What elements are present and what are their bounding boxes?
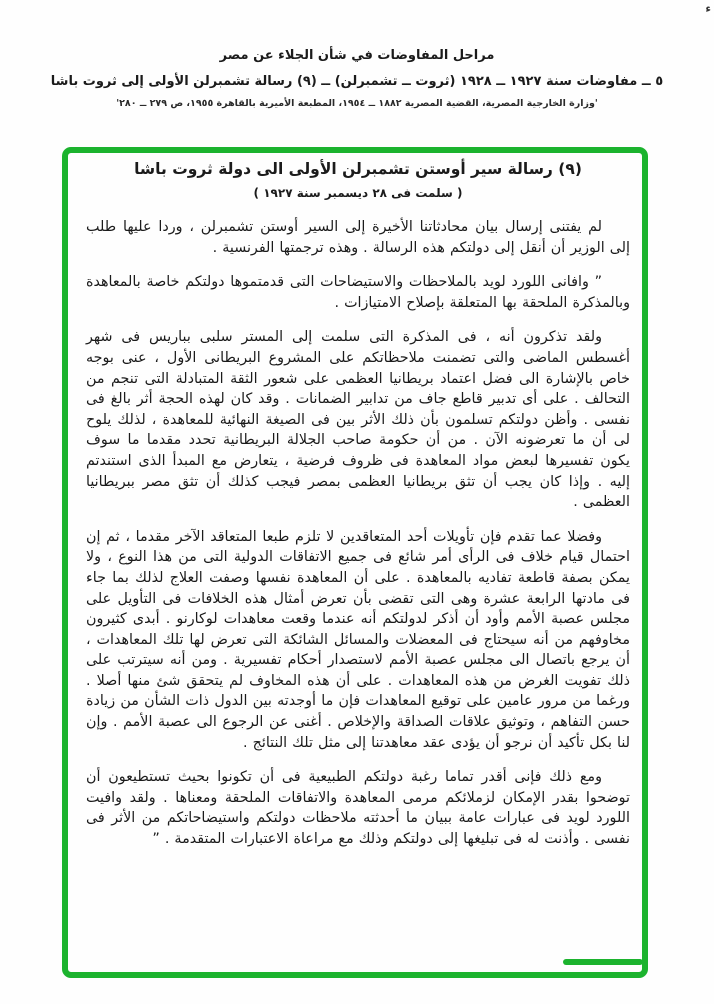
letter-paragraph: ولقد تذكرون أنه ، فى المذكرة التى سلمت إلى المستر سلبى بباريس فى شهر أغسطس الماضى والتى تضمنت ملاحظاتكم على المشروع البريطانى الأول ، عنى بوجه خاص بالإشارة الى فضل اعتماد بريطانيا العظمى على شعور الثقة المتبادلة التى تنجم من التحالف . على أى تدبير قاطع جاف من تدابير الضمانات . وقد كان لهذه الحجة أثر بالغ فى نفسى . وأظن دولتكم تسلمون بأن ذلك الأثر بين فى الصيغة النهائية للمعاهدة ، لذلك يلوح لى أن ما تعرضونه الآن . من أن حكومة صاحب الجلالة البريطانية تحدد مقدما ما سوف يكون تفسيرها لبعض مواد المعاهدة فى ظروف فرضية ، يتعارض مع المبدأ الذى استندتم إليه . وإذا كان يجب أن تثق بريطانيا العظمى بمصر فيجب كذلك أن تثق مصر ببريطانيا العظمى .: [86, 329, 630, 511]
letter-paragraph: لم يفتنى إرسال بيان محادثاتنا الأخيرة إلى السير أوستن تشمبرلن ، وردا عليها طلب إلى الوزير أن أنقل إلى دولتكم هذه الرسالة . وهذه ترجمتها الفرنسية .: [86, 219, 630, 256]
letter-paragraph: وفضلا عما تقدم فإن تأويلات أحد المتعاقدين لا تلزم طبعا المتعاقد الآخر مقدما ، ثم إن احتمال قيام خلاف فى الرأى أمر شائع فى جميع الاتفاقات الدولية التى من هذا النوع ، ولا يمكن بصفة قاطعة تفاديه بالمعاهدة . على أن المعاهدة نفسها وصفت العلاج لذلك بما جاء فى مادتها الرابعة عشرة وهى التى تقضى بأن تعرض أمثال هذه الخلافات فى التأويل على مجلس عصبة الأمم وأود أن أذكر لدولتكم أنه عندما وقعت معاهدات لوكارنو . أبدى كثيرون مخاوفهم من أنه سيحتاج فى المعضلات والمسائل الشائكة التى تعرض لها تلك المعاهدات ، أن يرجع باتصال الى مجلس عصبة الأمم لاستصدار أحكام تفسيرية . ومن أنه سيترتب على ذلك تفويت الغرض من هذه المعاهدات . على أن هذه المخاوف لم يتحقق شئ منها أصلا . ورغما من مرور عامين على توقيع المعاهدات فإن ما أوجدته بين الدول ذات الشأن من زيادة حسن التفاهم ، وتوثيق علاقات الصداقة والإخلاص . أغنى عن الرجوع الى عصبة الأمم . وإن لنا بكل تأكيد أن نرجو أن يؤدى عقد معاهدتنا إلى مثل تلك النتائج .: [86, 528, 630, 751]
letter-paragraph: ومع ذلك فإنى أقدر تماما رغبة دولتكم الطبيعية فى أن تكونوا بحيث تستطيعون أن توضحوا بقدر الإمكان لزملائكم مرمى المعاهدة والاتفاقات الملحقة ومعناها . ولقد وافيت اللورد لويد فى عبارات عامة ببيان ما أحدثته ملاحظات دولتكم واستيضاحاتكم من الأثر فى نفسى . وأذنت له فى تبليغها إلى دولتكم وذلك مع مراعاة الاعتبارات المتقدمة . ”: [86, 769, 630, 848]
header-series-title: مراحل المفاوضات في شأن الجلاء عن مصر: [219, 48, 495, 63]
header-source-citation: 'وزارة الخارجية المصرية، القضية المصرية ١٨٨٢ ــ ١٩٥٤، المطبعة الأميرية بالقاهرة ١٩٥٥، ص ٢٧٩ ــ ٢٨٠': [116, 98, 598, 109]
page-header: [20, 48, 694, 109]
letter-paragraphs: [86, 217, 630, 850]
header-section-title: ٥ ــ مفاوضات سنة ١٩٢٧ ــ ١٩٢٨ (ثروت ــ تشمبرلن) ــ (٩) رسالة تشمبرلن الأولى إلى ثروت باشا: [50, 74, 664, 89]
letter-title: (٩) رسالة سير أوستن تشمبرلن الأولى الى دولة ثروت باشا: [134, 160, 582, 178]
page-corner-mark: ء: [705, 2, 711, 15]
green-frame-stroke-overlap: [563, 959, 643, 965]
letter-paragraph: ” وافانى اللورد لويد بالملاحظات والاستيضاحات التى قدمتموها دولتكم خاصة بالمعاهدة وبالمذكرة الملحقة بها المتعلقة بإصلاح الامتيازات .: [86, 274, 630, 311]
letter-body: [86, 160, 630, 850]
letter-delivery-date: ( سلمت فى ٢٨ ديسمبر سنة ١٩٢٧ ): [253, 186, 463, 200]
